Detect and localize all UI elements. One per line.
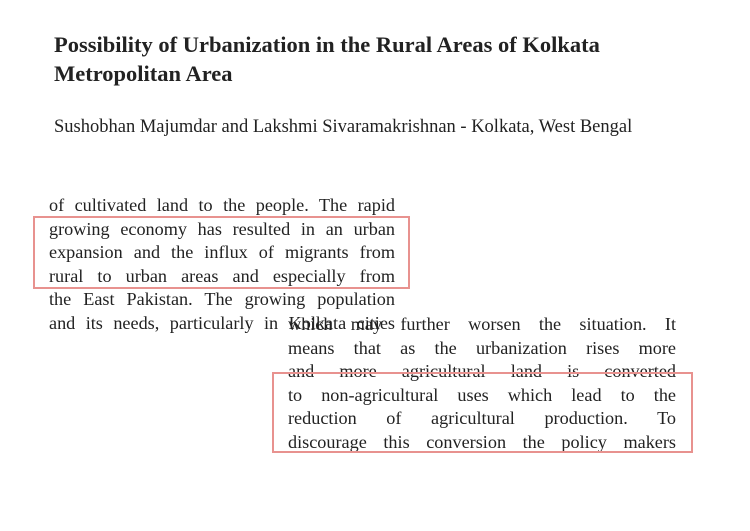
text-excerpt-1 — [49, 194, 395, 333]
article-title — [54, 30, 714, 88]
text-excerpt-2 — [288, 314, 676, 475]
excerpt-line: expansion and the influx of migrants from — [49, 242, 395, 263]
excerpt-line: rural to urban areas and especially from — [49, 265, 395, 286]
excerpt-line: discourage this conversion the policy makers — [288, 431, 676, 452]
excerpt-line: means that as the urbanization rises more — [288, 337, 676, 358]
excerpt-line: and more agricultural land is converted — [288, 361, 676, 382]
excerpt-line: to non-agricultural uses which lead to the — [288, 384, 676, 405]
title-line: Possibility of Urbanization in the Rural Areas of Kolkata — [54, 32, 600, 57]
excerpt-line: of cultivated land to the people. The rapid — [49, 195, 395, 215]
excerpt-line: reduction of agricultural production. To — [288, 408, 676, 429]
excerpt-line: the East Pakistan. The growing population — [49, 289, 395, 310]
excerpt-line: growing economy has resulted in an urban — [49, 218, 395, 239]
excerpt-line: which may further worsen the situation. It — [288, 314, 676, 334]
title-line: Metropolitan Area — [54, 61, 233, 86]
excerpt-line: and its needs, particularly in Kolkata cities — [49, 312, 395, 333]
article-authors: Sushobhan Majumdar and Lakshmi Sivaramakrishnan - Kolkata, West Bengal — [54, 117, 633, 137]
